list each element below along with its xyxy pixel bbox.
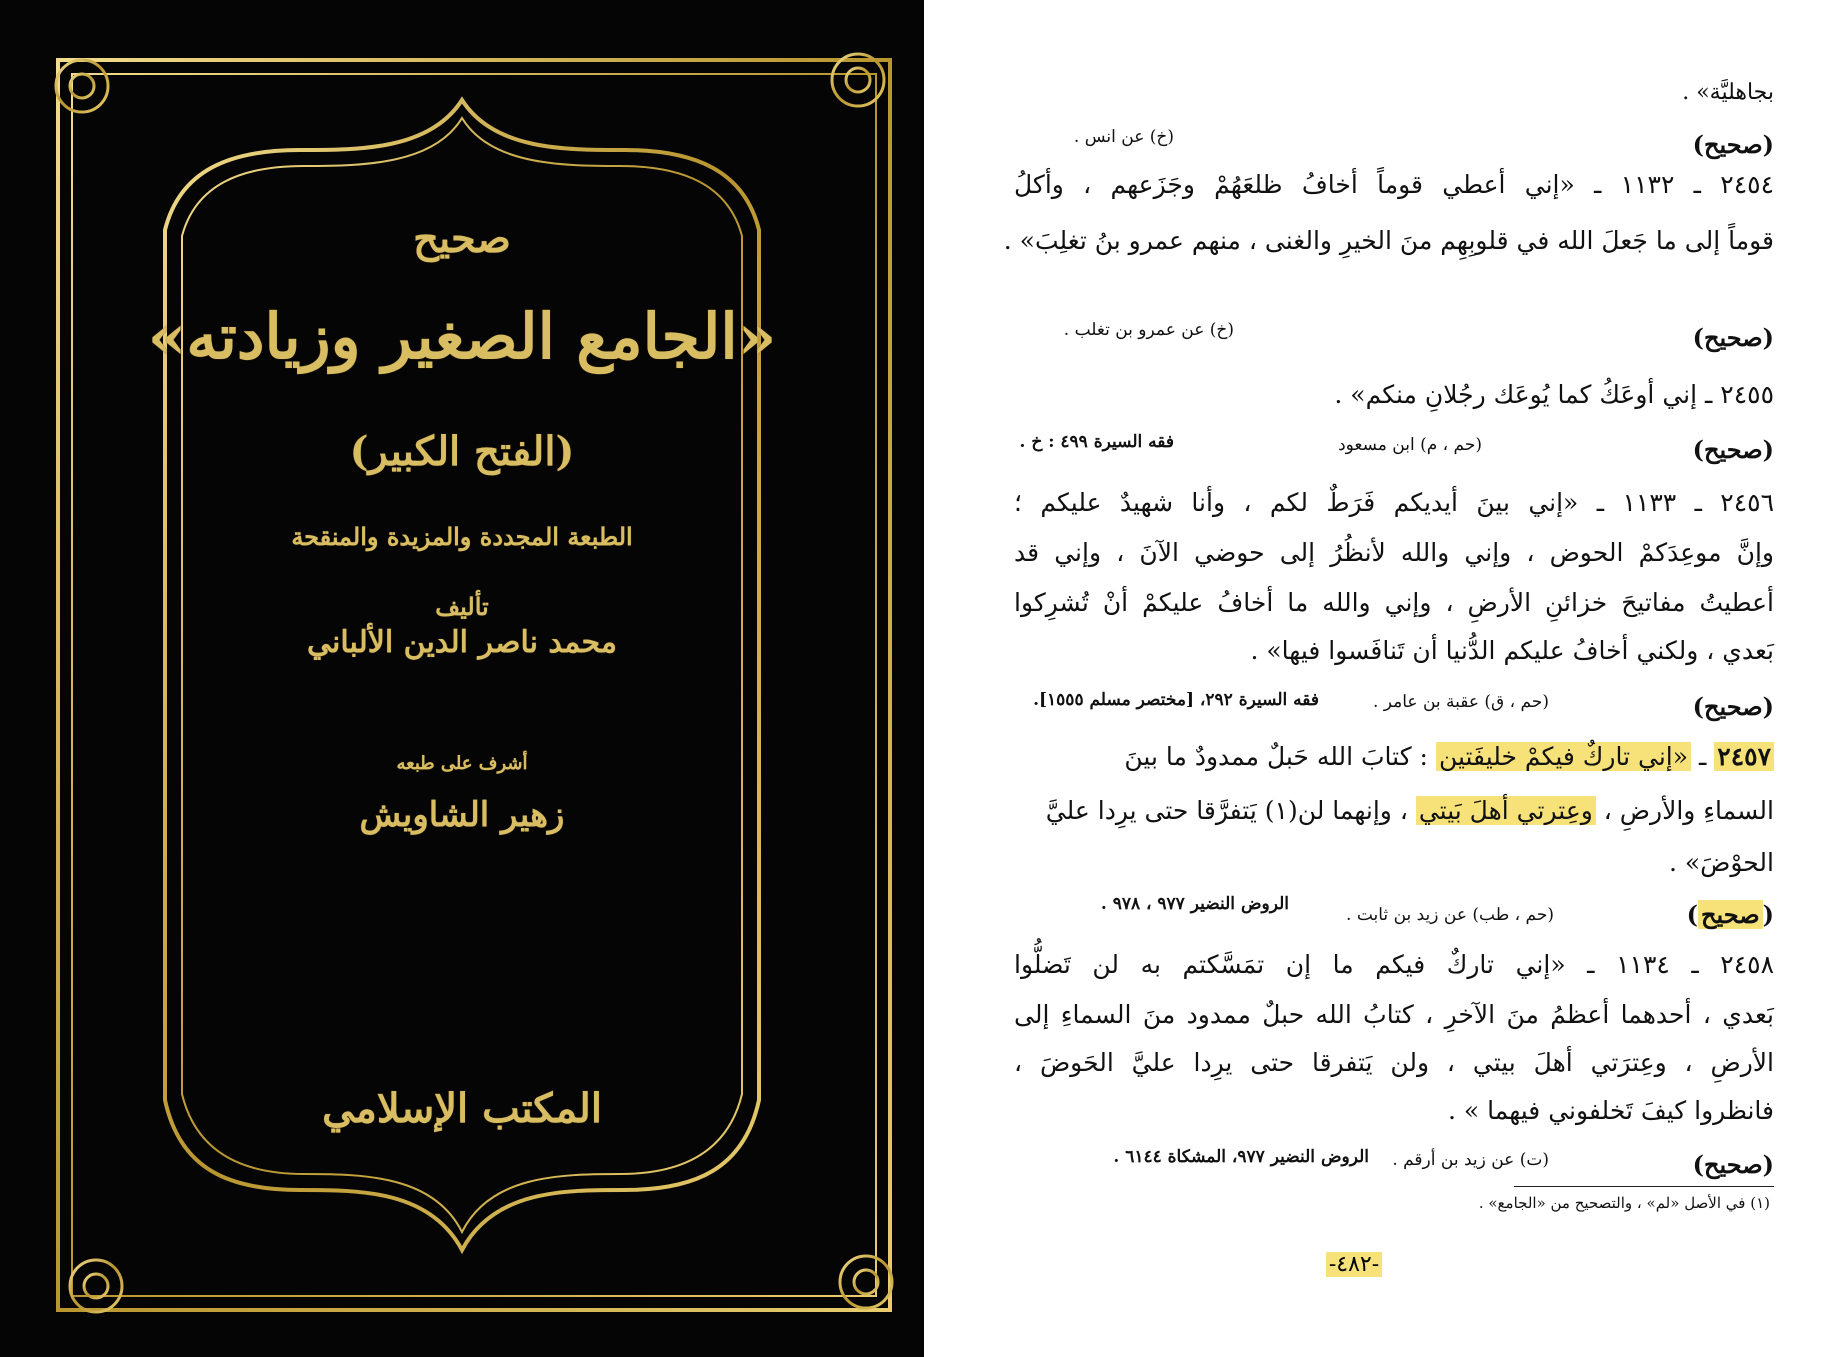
- source-citation: (خ) عن انس .: [1073, 127, 1174, 147]
- source-citation: (حم ، ق) عقبة بن عامر .: [1372, 692, 1549, 712]
- hadith-number-highlight: ٢٤٥٧: [1714, 742, 1774, 771]
- hadith-line-highlighted: [1046, 796, 1774, 825]
- source-citation: (ت) عن زيد بن أرقم .: [1392, 1150, 1549, 1170]
- cover-author-label: تأليف: [435, 592, 489, 621]
- top-line: بجاهليَّة» .: [1682, 80, 1774, 105]
- hadith-text: السماءِ والأرضِ ،: [1595, 796, 1774, 825]
- hadith-line: ٢٤٥٤ ـ ١١٣٢ ـ «إني أعطي قوماً أخافُ ظلعَهُمْ وجَزَعهم ، وأكلُ: [1014, 170, 1775, 199]
- page-number: [1319, 1252, 1389, 1277]
- cover-subtitle: (الفتح الكبير): [349, 428, 575, 475]
- hadith-line: ٢٤٥٥ ـ إني أوعَكُ كما يُوعَك رجُلانِ منكم» .: [1334, 380, 1774, 409]
- cover-publisher: المكتب الإسلامي: [322, 1085, 602, 1132]
- hadith-line: الأرضِ ، وعِترَتي أهلَ بيتي ، ولن يَتفرقا حتى يرِدا عليَّ الحَوضَ ،: [1014, 1048, 1774, 1077]
- text-highlight: «إني تاركٌ فيكمْ خليفَتين: [1436, 742, 1691, 771]
- source-citation: (حم ، طب) عن زيد بن ثابت .: [1346, 905, 1554, 925]
- hadith-line-highlighted: ٢٤٥٧ ـ «إني تاركٌ فيكمْ خليفَتين : كتابَ الله حَبلٌ ممدودٌ ما بينَ: [1124, 742, 1774, 771]
- source-citation: (حم ، م) ابن مسعود: [1338, 435, 1482, 455]
- sahih-highlight: صحيح: [1698, 900, 1763, 929]
- cover-title-top: صحيح: [413, 215, 511, 262]
- cover-supervisor-label: أشرف على طبعه: [396, 753, 528, 774]
- reference-citation: فقه السيرة ٤٩٩ : خ .: [1019, 432, 1174, 452]
- footnote: (١) في الأصل «لم» ، والتصحيح من «الجامع» .: [1478, 1194, 1770, 1212]
- sahih-grade: (صحيح): [1692, 130, 1774, 159]
- hadith-line: فانظروا كيفَ تَخلفوني فيهما » .: [1448, 1096, 1774, 1125]
- sahih-grade: (صحيح): [1692, 692, 1774, 721]
- text-highlight: وعِترتي أهلَ بَيتي: [1416, 796, 1596, 825]
- sahih-grade: (صحيح): [1692, 323, 1774, 352]
- reference-citation: الروض النضير ٩٧٧ ، ٩٧٨ .: [1100, 894, 1289, 914]
- hadith-line: أعطيتُ مفاتيحَ خزائنِ الأرضِ ، وإني والله ما أخافُ عليكمْ أنْ تُشرِكوا: [1014, 588, 1774, 617]
- cover-supervisor-name: زهير الشاويش: [359, 795, 565, 835]
- sahih-grade: (صحيح): [1692, 435, 1774, 464]
- hadith-line: بَعدي ، ولكني أخافُ عليكم الدُّنيا أن تَنافَسوا فيها» .: [1250, 636, 1774, 665]
- book-page: [924, 0, 1834, 1357]
- cover-author-name: محمد ناصر الدين الألباني: [307, 625, 617, 660]
- footnote-rule: [1514, 1186, 1774, 1187]
- source-citation: (خ) عن عمرو بن تغلب .: [1063, 320, 1234, 340]
- hadith-text: : كتابَ الله حَبلٌ ممدودٌ ما بينَ: [1124, 742, 1436, 771]
- hadith-line: وإنَّ موعِدَكمْ الحوض ، وإني والله لأنظُرُ إلى حوضي الآنَ ، وإني قد: [1014, 538, 1774, 567]
- cover-title-main: «الجامع الصغير وزيادته»: [147, 300, 777, 373]
- hadith-line: قوماً إلى ما جَعلَ الله في قلوبِهِم منَ الخيرِ والغنى ، منهم عمرو بنُ تغلِبَ» .: [1003, 226, 1774, 255]
- sahih-grade-highlighted: ( صحيح ): [1686, 900, 1774, 929]
- cover-edition: الطبعة المجددة والمزيدة والمنقحة: [291, 522, 633, 551]
- hadith-line: الحوْضَ» .: [1668, 848, 1774, 877]
- page-number-highlight: -٤٨٢-: [1326, 1252, 1382, 1277]
- reference-citation: الروض النضير ٩٧٧، المشكاة ٦١٤٤ .: [1113, 1147, 1369, 1167]
- reference-citation: فقه السيرة ٢٩٢، [مختصر مسلم ١٥٥٥].: [1033, 690, 1319, 710]
- hadith-line: ٢٤٥٨ ـ ١١٣٤ ـ «إني تاركٌ فيكم ما إن تمَسَّكتم به لن تَضلُّوا: [1014, 950, 1775, 979]
- hadith-line: ٢٤٥٦ ـ ١١٣٣ ـ «إني بينَ أيديكم فَرَطٌ لكم ، وأنا شهيدٌ عليكم ؛: [1014, 488, 1775, 517]
- hadith-line: بَعدي ، أحدهما أعظمُ منَ الآخرِ ، كتابُ الله حبلٌ ممدود منَ السماءِ إلى: [1014, 1000, 1774, 1029]
- sahih-grade: (صحيح): [1692, 1150, 1774, 1179]
- hadith-text: ، وإنهما لن(١) يَتفرَّقا حتى يرِدا عليَّ: [1045, 796, 1416, 825]
